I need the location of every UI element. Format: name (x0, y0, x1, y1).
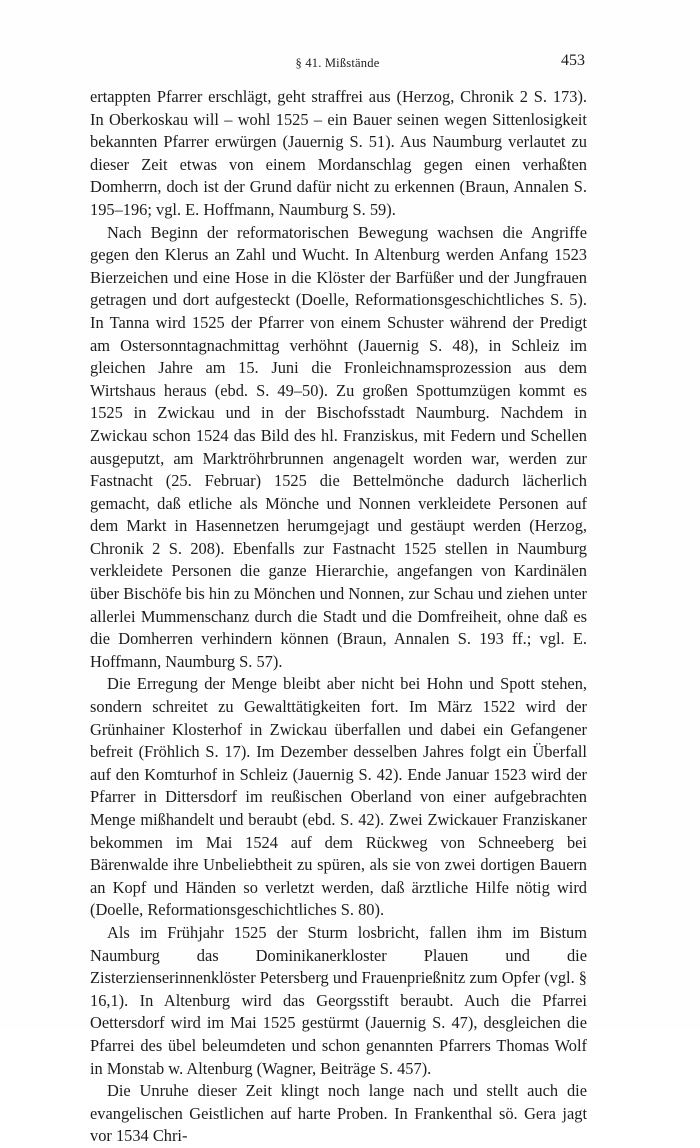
paragraph-peasants-war: Als im Frühjahr 1525 der Sturm losbricht, fallen ihm im Bistum Naumburg das Dominikanerkloster Plauen und die Zisterzienserinnenklöster Petersberg und Frauenprießnitz zum Opfer (vgl. § 16,1). In Altenburg wird das Georgsstift beraubt. Auch die Pfarrei Oettersdorf wird im Mai 1525 gestürmt (Jauernig S. 47), desgleichen die Pfarrei des übel beleumdeten und schon genannten Pfarrers Thomas Wolf in Monstab w. Altenburg (Wagner, Beiträge S. 457). (90, 922, 587, 1078)
page-header (90, 52, 585, 76)
paragraph-unrest: Die Unruhe dieser Zeit klingt noch lange nach und stellt auch die evangelischen Geistlichen auf harte Proben. In Frankenthal sö. Gera jagt vor 1534 Chri- (90, 1081, 587, 1146)
running-head: § 41. Mißstände (295, 56, 380, 70)
page-number: 453 (561, 52, 585, 69)
body-text (90, 86, 587, 1148)
paragraph-continuation: ertappten Pfarrer erschlägt, geht straffrei aus (Herzog, Chronik 2 S. 173). In Oberkoskau will – wohl 1525 – ein Bauer seinen wegen Sittenlosigkeit bekannten Pfarrer erwürgen (Jauernig S. 51). Aus Naumburg verlautet zu dieser Zeit etwas von einem Mordanschlag gegen einen verhaßten Domherrn, doch ist der Grund dafür nicht zu erkennen (Braun, Annalen S. 195–196; vgl. E. Hoffmann, Naumburg S. 59). (90, 87, 587, 219)
paragraph-violence: Die Erregung der Menge bleibt aber nicht bei Hohn und Spott stehen, sondern schreitet zu Gewalttätigkeiten fort. Im März 1522 wird der Grünhainer Klosterhof in Zwickau überfallen und dabei ein Gefangener befreit (Fröhlich S. 17). Im Dezember desselben Jahres folgt ein Überfall auf den Komturhof in Schleiz (Jauernig S. 42). Ende Januar 1523 wird der Pfarrer in Dittersdorf im reußischen Oberland von einer aufgebrachten Menge mißhandelt und beraubt (ebd. S. 42). Zwei Zwickauer Franziskaner bekommen im Mai 1524 auf dem Rückweg von Schneeberg bei Bärenwalde ihre Unbeliebtheit zu spüren, als sie von zwei dortigen Bauern an Kopf und Händen so verletzt werden, daß ärztliche Hilfe nötig wird (Doelle, Reformationsgeschichtliches S. 80). (90, 674, 587, 920)
paragraph-attacks-on-clergy: Nach Beginn der reformatorischen Bewegung wachsen die Angriffe gegen den Klerus an Zahl und Wucht. In Altenburg werden Anfang 1523 Bierzeichen und eine Hose in die Klöster der Barfüßer und der Jungfrauen getragen und dort aufgesteckt (Doelle, Reformationsgeschichtliches S. 5). In Tanna wird 1525 der Pfarrer von einem Schuster während der Predigt am Ostersonntagnachmittag verhöhnt (Jauernig S. 48), in Schleiz im gleichen Jahre am 15. Juni die Fronleichnamsprozession aus dem Wirtshaus heraus (ebd. S. 49–50). Zu großen Spottumzügen kommt es 1525 in Zwickau und in der Bischofsstadt Naumburg. Nachdem in Zwickau schon 1524 das Bild des hl. Franziskus, mit Federn und Schellen ausgeputzt, am Marktröhrbrunnen angenagelt worden war, werden zur Fastnacht (25. Februar) 1525 die Bettelmönche dadurch lächerlich gemacht, daß etliche als Mönche und Nonnen verkleidete Personen auf dem Markt in Hasennetzen herumgejagt und gestäupt werden (Herzog, Chronik 2 S. 208). Ebenfalls zur Fastnacht 1525 stellen in Naumburg verkleidete Personen die ganze Hierarchie, angefangen von Kardinälen über Bischöfe bis hin zu Mönchen und Nonnen, zur Schau und ziehen unter allerlei Mummenschanz durch die Stadt und die Domfreiheit, ohne daß es die Domherren verhindern können (Braun, Annalen S. 193 ff.; vgl. E. Hoffmann, Naumburg S. 57). (90, 222, 587, 671)
